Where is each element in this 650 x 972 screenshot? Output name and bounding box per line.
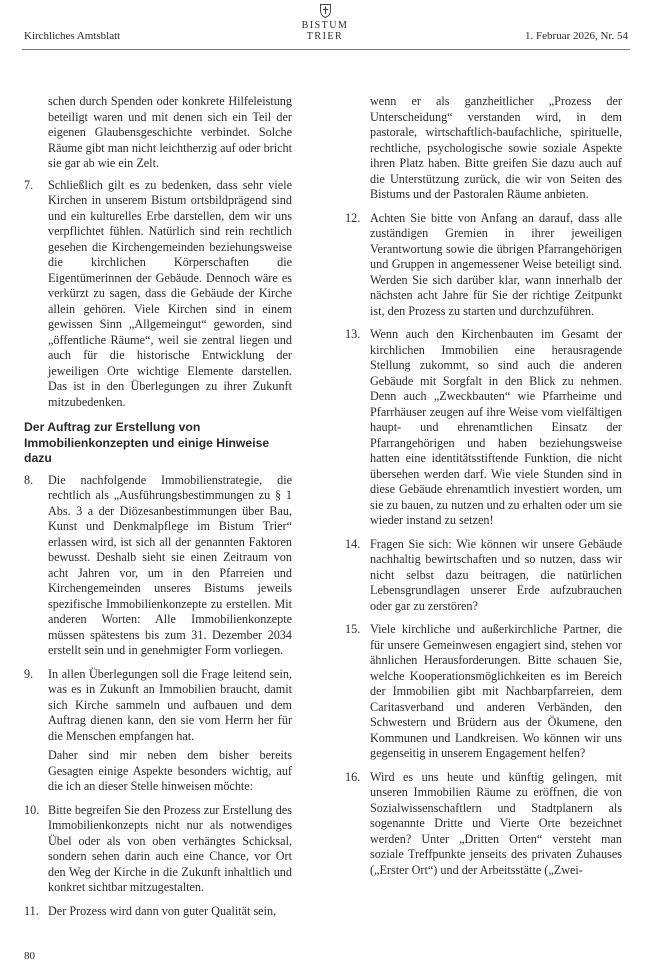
item-text: In allen Überlegungen soll die Frage leitend sein, was es in Zukunft an Immobilien braucht, damit sich Kirche sammeln und aufbauen und dem Auftrag dienen kann, den sie vom Herrn her für die Menschen empfangen hat.: [48, 666, 292, 743]
list-item-9: [24, 667, 292, 745]
item-number: 15.: [345, 622, 361, 636]
item-number: 10.: [24, 802, 40, 817]
bistum-trier-logo: [275, 4, 375, 42]
issue-date: 1. Februar 2026, Nr. 54: [525, 30, 628, 42]
list-item-7: [24, 178, 292, 411]
list-item-12: [345, 211, 622, 320]
item-number: 12.: [345, 210, 361, 225]
item-text: Der Prozess wird dann von guter Qualität sein,: [48, 903, 277, 918]
section-heading: Der Auftrag zur Erstellung von Immobilienkonzepten und einige Hinweise dazu: [24, 420, 270, 465]
list-item-13: [345, 327, 622, 529]
left-column: [24, 94, 292, 927]
item-number: 7.: [24, 177, 34, 192]
item-text: Bitte begreifen Sie den Prozess zur Erstellung des Immobilienkonzepts nicht nur als notwendiges Übel oder als von oben verhängtes Schicksal, sondern sehen darin auch eine Chance, vor Ort den Weg der Kirche in die Zukunft inhaltlich und konkret sichtbar mitzugestalten.: [48, 802, 292, 894]
item-number: 13.: [345, 327, 361, 341]
item-text: Wird es uns heute und künftig gelingen, mit unseren Immobilien Räume zu eröffnen, die von Sozialwissenschaftlern und Stadtplanern als sogenannte Dritte und Vierte Orte bezeichnet werden? Unter „Dritten Orten“ versteht man soziale Treffpunkte jenseits des privaten Zuhauses („Erster Ort“) und der Arbeitsstätte („Zwei-: [370, 769, 622, 877]
item-text: Viele kirchliche und außerkirchliche Partner, die für unsere Gemeinwesen engagiert sind, stehen vor ähnlichen Herausforderungen. Bitte schauen Sie, welche Kooperationsmöglichkeiten es im Bereich der Immobilien gibt mit Nachbarpfarreien, dem Caritasverband und anderen Verbänden, den Schwestern und Brüdern aus der Ökumene, den Kommunen und Landkreisen. Wo können wir uns gegenseitig in unserem Engagement helfen?: [370, 622, 622, 760]
intro-continuation: schen durch Spenden oder konkrete Hilfeleistung beteiligt waren und mit denen sich ein Teil der eigenen Glaubensgeschichte verbindet. Solche Räume gibt man nicht leichtherzig auf oder bricht sie gar ab wie ein Zelt.: [48, 94, 292, 170]
list-item-8: [24, 473, 292, 659]
item-text: Die nachfolgende Immobilienstrategie, die rechtlich als „Ausführungsbestimmungen zu § 1 Abs. 3 a der Diözesanbestimmungen über Bau, Kunst und Denkmalpflege im Bistum Trier“ erlassen wird, ist sich all der genannten Faktoren bewusst. Deshalb sieht sie einen Zeitraum von acht Jahren vor, um in den Pfarreien und Kirchengemeinden unseres Bistums jeweils spezifische Immobilienkonzepte zu erstellen. Mit anderen Worten: Alle Immobilienkonzepte müssen spätestens bis zum 31. Dezember 2034 erstellt sein und in genehmigter Form vorliegen.: [48, 472, 292, 657]
item-number: 11.: [24, 903, 39, 918]
list-item-16: [345, 770, 622, 879]
item-text: Wenn auch den Kirchenbauten im Gesamt der kirchlichen Immobilien eine herausragende Stellung zukommt, so sind auch die anderen Gebäude mit Sorgfalt in den Blick zu nehmen. Denn auch „Zweckbauten“ wie Pfarrheime und Pfarrhäuser zeugen auf ihre Weise vom vielfältigen haupt- und ehrenamtlichen Einsatz der Pfarrangehörigen und haben beziehungsweise hatten eine identitätsstiftende Funktion, die nicht übersehen werden darf. Wie viele Stunden sind in diese Gebäude ehrenamtlich investiert worden, um sie zu bauen, zu nutzen und zu erhalten oder um sie wieder instand zu setzen!: [370, 327, 622, 527]
diocese-crest-icon: [320, 4, 331, 18]
list-item-11: [24, 904, 292, 920]
list-item-14: [345, 537, 622, 615]
item-text: Schließlich gilt es zu bedenken, dass sehr viele Kirchen in unserem Bistum ortsbildprägend sind und ein kulturelles Erbe darstellen, dem wir uns verpflichtet fühlen. Natürlich sind rein rechtlich gesehen die Kirchengemeinden beziehungsweise die kirchlichen Körperschaften die Eigentümerinnen der Gebäude. Dennoch wäre es verkürzt zu sagen, dass die Gebäude der Kirche allein gehören. Viele Kirchen sind in einem gewissen Sinn „Allgemeingut“ geworden, sind „öffentliche Räume“, weil sie zentral liegen und auch für die historische Entwicklung der jeweiligen Orte wichtige Elemente darstellen. Das ist in den Überlegungen zu ihrer Zukunft mitzubedenken.: [48, 177, 292, 409]
list-item-15: [345, 622, 622, 762]
publication-title: Kirchliches Amtsblatt: [24, 30, 121, 42]
brand-line-1: BISTUM: [301, 20, 349, 31]
item-9-continuation: Daher sind mir neben dem bisher bereits Gesagten einige Aspekte besonders wichtig, auf die ich an dieser Stelle hinweisen möchte:: [48, 748, 292, 793]
page-number: 80: [24, 950, 35, 962]
item-11-continuation: wenn er als ganzheitlicher „Prozess der Unterscheidung“ verstanden wird, in dem pastorale, wirtschaftlich-baufachliche, spirituelle, rechtliche, psychologische sowie soziale Aspekte ihren Platz haben. Bitte greifen Sie dazu auch auf die Unterstützung zurück, die wir von Seiten des Bistums und der Pastoralen Räume anbieten.: [370, 94, 622, 201]
item-text: Fragen Sie sich: Wie können wir unsere Gebäude nachhaltig bewirtschaften und so nutzen, dass wir nicht selbst dazu beitragen, die natürlichen Lebensgrundlagen unserer Erde aufzubrauchen oder gar zu zerstören?: [370, 536, 622, 613]
list-item-10: [24, 803, 292, 896]
item-number: 16.: [345, 769, 361, 784]
brand-line-2: TRIER: [306, 31, 344, 42]
right-column: [345, 94, 622, 886]
item-number: 14.: [345, 536, 361, 551]
header-divider: [22, 49, 630, 50]
item-number: 9.: [24, 666, 34, 681]
item-text: Achten Sie bitte von Anfang an darauf, dass alle zuständigen Gremien in ihrer jeweiligen Verantwortung sowie die übrigen Pfarrangehörigen und Gruppen in angemessener Weise beteiligt sind. Werden Sie sich darüber klar, wann innerhalb der nächsten acht Jahre für Sie der richtige Zeitpunkt ist, den Prozess zu starten und durchzuführen.: [370, 210, 622, 318]
item-number: 8.: [24, 472, 34, 487]
page-header: [0, 0, 650, 56]
